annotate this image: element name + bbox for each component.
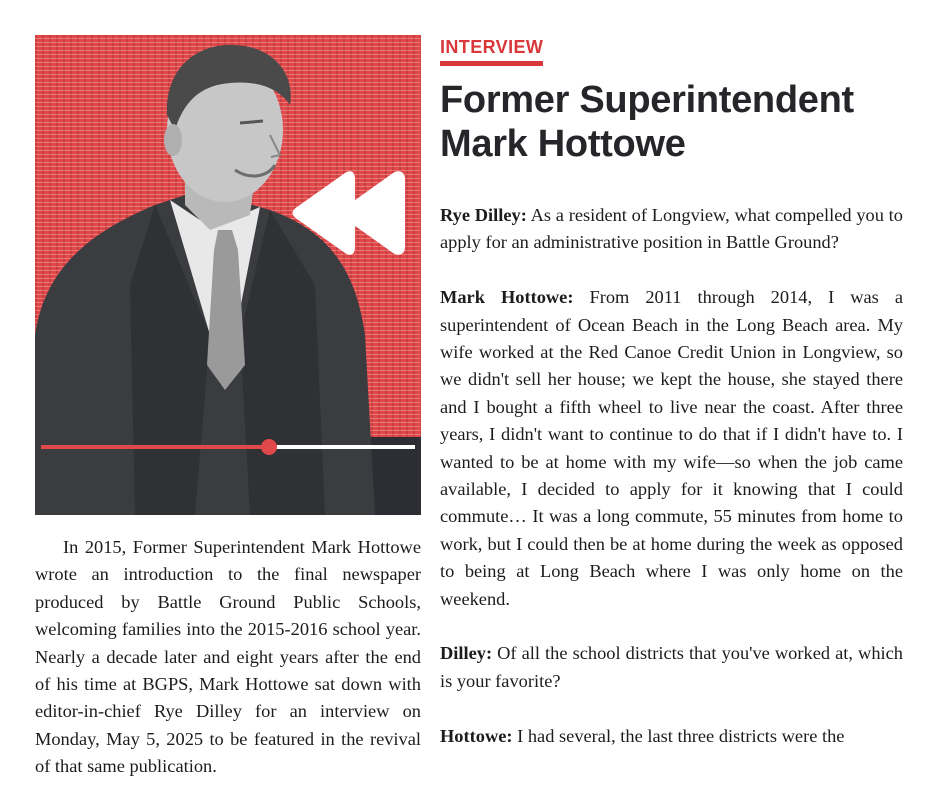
progress-knob [261,439,277,455]
speaker-text: I had several, the last three districts were the [517,725,845,746]
speaker-name: Hottowe: [440,725,513,746]
section-kicker: INTERVIEW [440,37,543,66]
interview-body [440,202,903,777]
speaker-name: Mark Hottowe: [440,287,574,308]
speaker-text: As a resident of Longview, what compelled you to apply for an administrative position in Battle Ground? [440,205,903,253]
speaker-name: Rye Dilley: [440,205,527,225]
progress-fill [41,445,269,449]
rewind-icon [289,167,409,259]
speaker-text: Of all the school districts that you've worked at, which is your favorite? [440,643,903,691]
speaker-text: From 2011 through 2014, I was a superintendent of Ocean Beach in the Long Beach area. My wife worked at the Red Canoe Credit Union in Longview, so we didn't sell her house; we kept the house, she stayed there and I bought a fifth wheel to live near the coast. After three years, I didn't want to continue to do that if I didn't have to. I wanted to be at home with my wife—so when the job came available, I decided to apply for it knowing that I could commute… It was a long commute, 55 minutes from home to work, but I could then be at home during the week as opposed to being at Long Beach where I was only home on the weekend. [440,287,903,609]
speaker-name: Dilley: [440,643,493,664]
interview-paragraph [440,723,903,750]
interview-paragraph [440,202,903,257]
interview-paragraph [440,284,903,613]
interview-paragraph [440,640,903,695]
article-headline: Former Superintendent Mark Hottowe [440,79,854,165]
portrait-illustration [35,35,421,515]
article-intro: In 2015, Former Superintendent Mark Hottowe wrote an introduction to the final newspaper produced by Battle Ground Public Schools, welcoming families into the 2015-2016 school year. Nearly a decade later and eight years after the end of his time at BGPS, Mark Hottowe sat down with editor-in-chief Rye Dilley for an interview on Monday, May 5, 2025 to be featured in the revival of that same publication. [35,537,421,777]
feature-photo [35,35,421,515]
progress-bar [41,445,415,449]
